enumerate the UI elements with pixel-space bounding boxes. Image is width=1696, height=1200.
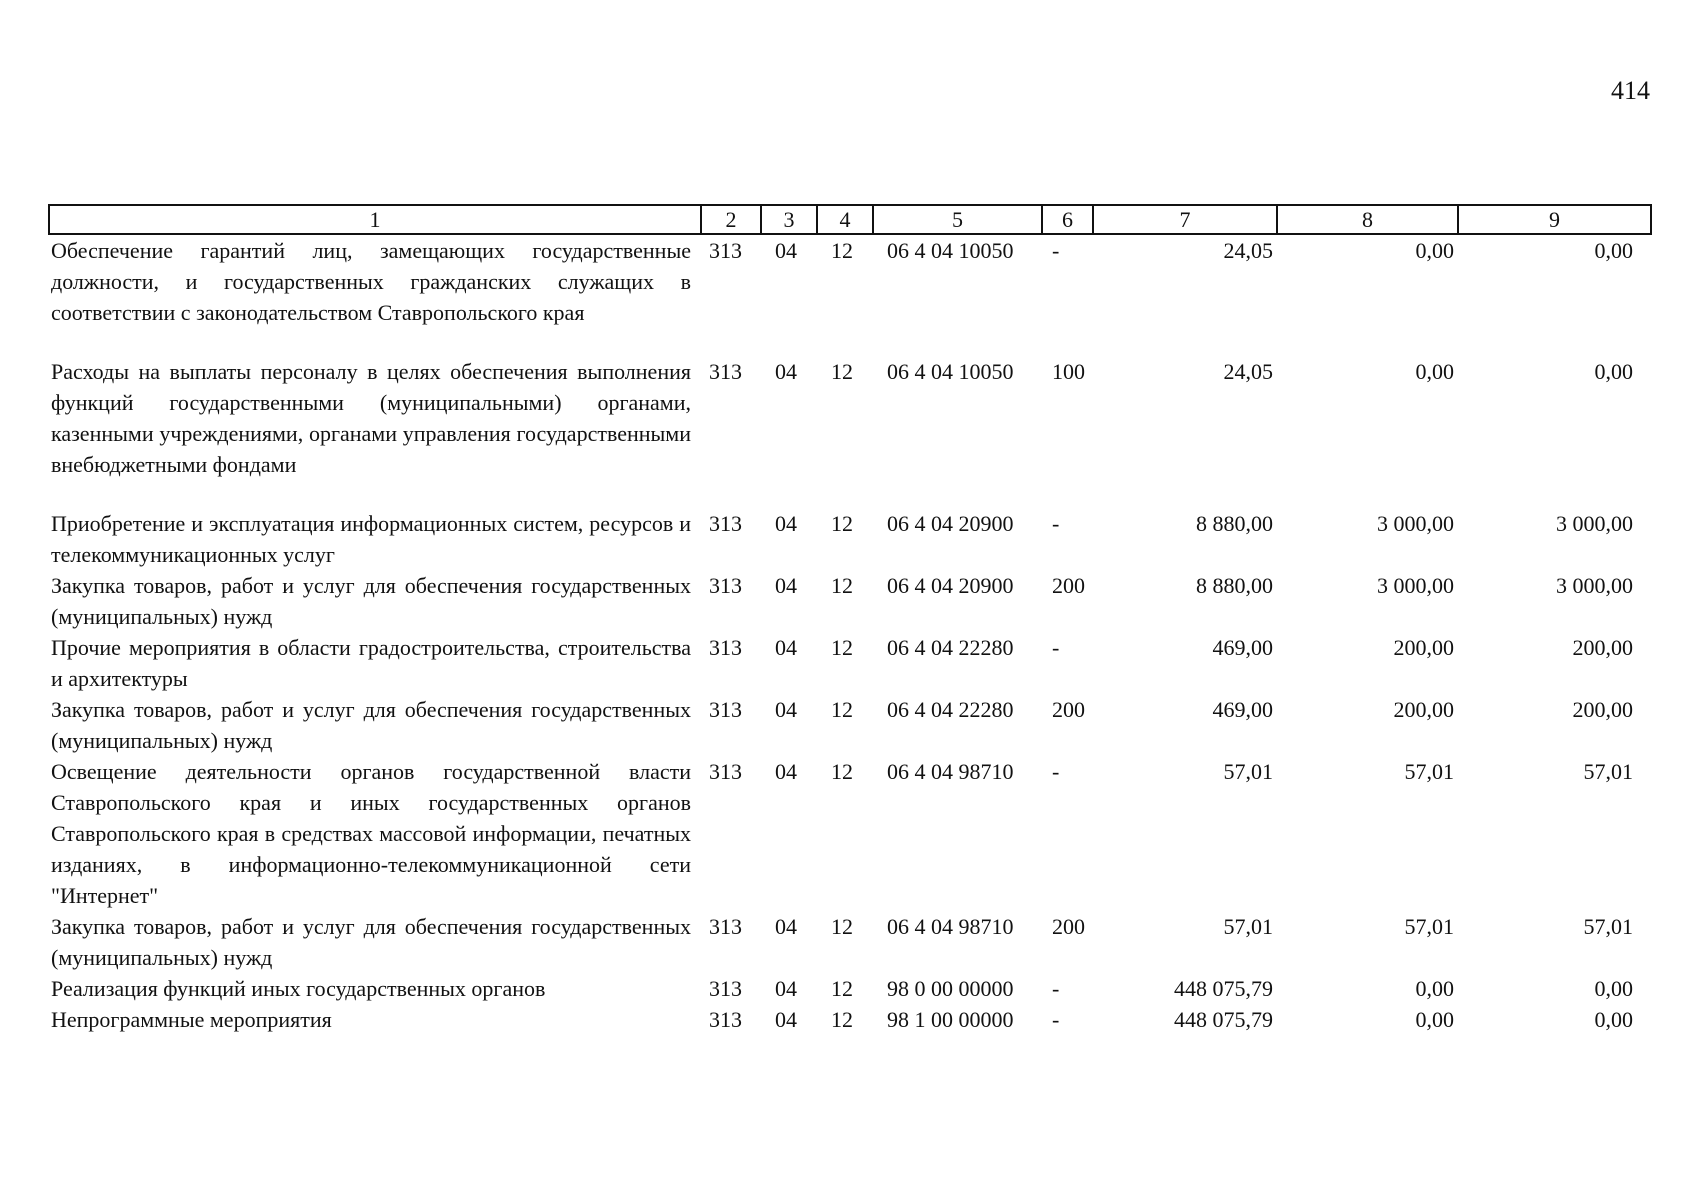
table-row — [49, 756, 1651, 911]
page-number: 414 — [1611, 76, 1650, 105]
row-ministry-code: 313 — [709, 1007, 742, 1032]
row-amount-col9: 0,00 — [1594, 976, 1633, 1001]
row-description: Реализация функций иных государственных органов — [51, 976, 546, 1001]
row-target-article-code: 98 1 00 00000 — [887, 1007, 1014, 1032]
row-subsection-code: 12 — [831, 976, 853, 1001]
row-subsection-code: 12 — [831, 759, 853, 784]
row-ministry-code: 313 — [709, 635, 742, 660]
row-section-code: 04 — [775, 511, 797, 536]
row-expense-type-code: - — [1052, 976, 1060, 1001]
row-target-article-code: 06 4 04 22280 — [887, 697, 1014, 722]
row-amount-col9: 200,00 — [1572, 635, 1633, 660]
row-section-code: 04 — [775, 1007, 797, 1032]
row-amount-col8: 200,00 — [1393, 635, 1454, 660]
row-amount-col9: 57,01 — [1583, 759, 1633, 784]
row-amount-col9: 3 000,00 — [1556, 511, 1633, 536]
row-ministry-code: 313 — [709, 573, 742, 598]
row-target-article-code: 06 4 04 22280 — [887, 635, 1014, 660]
row-expense-type-code: 200 — [1052, 914, 1085, 939]
row-amount-col9: 200,00 — [1572, 697, 1633, 722]
row-amount-col7: 469,00 — [1212, 635, 1273, 660]
row-amount-col9: 0,00 — [1594, 359, 1633, 384]
row-target-article-code: 06 4 04 20900 — [887, 511, 1014, 536]
table-row — [49, 508, 1651, 570]
row-amount-col8: 57,01 — [1404, 759, 1454, 784]
row-amount-col9: 3 000,00 — [1556, 573, 1633, 598]
row-ministry-code: 313 — [709, 359, 742, 384]
row-target-article-code: 06 4 04 10050 — [887, 238, 1014, 263]
row-subsection-code: 12 — [831, 238, 853, 263]
row-description: Закупка товаров, работ и услуг для обеспечения государственных (муниципальных) нужд — [51, 914, 691, 970]
table-row — [49, 356, 1651, 508]
row-expense-type-code: - — [1052, 511, 1060, 536]
row-amount-col9: 57,01 — [1583, 914, 1633, 939]
column-header: 3 — [761, 205, 817, 234]
row-ministry-code: 313 — [709, 759, 742, 784]
row-description: Прочие мероприятия в области градостроительства, строительства и архитектуры — [51, 635, 691, 691]
row-description: Обеспечение гарантий лиц, замещающих государственные должности, и государственных гражданских служащих в соответствии с законодательством Ставропольского края — [51, 238, 691, 325]
row-subsection-code: 12 — [831, 697, 853, 722]
row-amount-col7: 8 880,00 — [1196, 573, 1273, 598]
row-section-code: 04 — [775, 759, 797, 784]
column-header: 4 — [817, 205, 873, 234]
row-amount-col8: 0,00 — [1415, 359, 1454, 384]
column-header: 2 — [701, 205, 761, 234]
row-section-code: 04 — [775, 635, 797, 660]
budget-table — [48, 204, 1652, 1035]
row-description: Приобретение и эксплуатация информационных систем, ресурсов и телекоммуникационных услуг — [51, 511, 691, 567]
row-amount-col8: 0,00 — [1415, 1007, 1454, 1032]
row-amount-col7: 24,05 — [1223, 238, 1273, 263]
row-subsection-code: 12 — [831, 359, 853, 384]
row-ministry-code: 313 — [709, 238, 742, 263]
row-amount-col8: 57,01 — [1404, 914, 1454, 939]
row-subsection-code: 12 — [831, 635, 853, 660]
table-row — [49, 234, 1651, 356]
row-ministry-code: 313 — [709, 511, 742, 536]
row-section-code: 04 — [775, 976, 797, 1001]
row-expense-type-code: 100 — [1052, 359, 1085, 384]
row-target-article-code: 06 4 04 98710 — [887, 759, 1014, 784]
row-description: Расходы на выплаты персоналу в целях обеспечения выполнения функций государственными (муниципальными) органами, казенными учреждениями, органами управления государственными внебюджетными фондами — [51, 359, 691, 477]
column-header: 8 — [1277, 205, 1458, 234]
row-description: Закупка товаров, работ и услуг для обеспечения государственных (муниципальных) нужд — [51, 697, 691, 753]
row-expense-type-code: - — [1052, 635, 1060, 660]
table-row — [49, 1004, 1651, 1035]
column-number-header-row — [49, 205, 1651, 234]
row-subsection-code: 12 — [831, 914, 853, 939]
row-ministry-code: 313 — [709, 976, 742, 1001]
row-section-code: 04 — [775, 359, 797, 384]
row-amount-col7: 57,01 — [1223, 759, 1273, 784]
row-ministry-code: 313 — [709, 697, 742, 722]
row-section-code: 04 — [775, 914, 797, 939]
row-amount-col7: 24,05 — [1223, 359, 1273, 384]
column-header: 7 — [1093, 205, 1277, 234]
row-target-article-code: 06 4 04 20900 — [887, 573, 1014, 598]
row-expense-type-code: 200 — [1052, 573, 1085, 598]
row-description: Освещение деятельности органов государственной власти Ставропольского края и иных государственных органов Ставропольского края в средствах массовой информации, печатных изданиях, в информационно-телекоммуникационной сети "Интернет" — [51, 759, 691, 908]
table-row — [49, 694, 1651, 756]
column-header: 1 — [49, 205, 701, 234]
row-expense-type-code: - — [1052, 238, 1060, 263]
row-expense-type-code: - — [1052, 759, 1060, 784]
row-amount-col8: 3 000,00 — [1377, 511, 1454, 536]
row-amount-col7: 8 880,00 — [1196, 511, 1273, 536]
table-row — [49, 911, 1651, 973]
row-subsection-code: 12 — [831, 511, 853, 536]
column-header: 5 — [873, 205, 1042, 234]
row-expense-type-code: - — [1052, 1007, 1060, 1032]
row-amount-col9: 0,00 — [1594, 1007, 1633, 1032]
column-header: 6 — [1042, 205, 1093, 234]
row-amount-col8: 200,00 — [1393, 697, 1454, 722]
row-target-article-code: 06 4 04 10050 — [887, 359, 1014, 384]
row-amount-col8: 0,00 — [1415, 976, 1454, 1001]
row-expense-type-code: 200 — [1052, 697, 1085, 722]
column-header: 9 — [1458, 205, 1651, 234]
row-section-code: 04 — [775, 697, 797, 722]
row-amount-col9: 0,00 — [1594, 238, 1633, 263]
row-target-article-code: 98 0 00 00000 — [887, 976, 1014, 1001]
row-target-article-code: 06 4 04 98710 — [887, 914, 1014, 939]
row-amount-col8: 3 000,00 — [1377, 573, 1454, 598]
row-amount-col7: 469,00 — [1212, 697, 1273, 722]
table-row — [49, 973, 1651, 1004]
row-section-code: 04 — [775, 573, 797, 598]
row-amount-col7: 57,01 — [1223, 914, 1273, 939]
row-subsection-code: 12 — [831, 1007, 853, 1032]
table-row — [49, 632, 1651, 694]
row-section-code: 04 — [775, 238, 797, 263]
row-amount-col7: 448 075,79 — [1174, 976, 1273, 1001]
row-description: Закупка товаров, работ и услуг для обеспечения государственных (муниципальных) нужд — [51, 573, 691, 629]
row-subsection-code: 12 — [831, 573, 853, 598]
row-ministry-code: 313 — [709, 914, 742, 939]
row-amount-col8: 0,00 — [1415, 238, 1454, 263]
row-description: Непрограммные мероприятия — [51, 1007, 332, 1032]
row-amount-col7: 448 075,79 — [1174, 1007, 1273, 1032]
table-row — [49, 570, 1651, 632]
